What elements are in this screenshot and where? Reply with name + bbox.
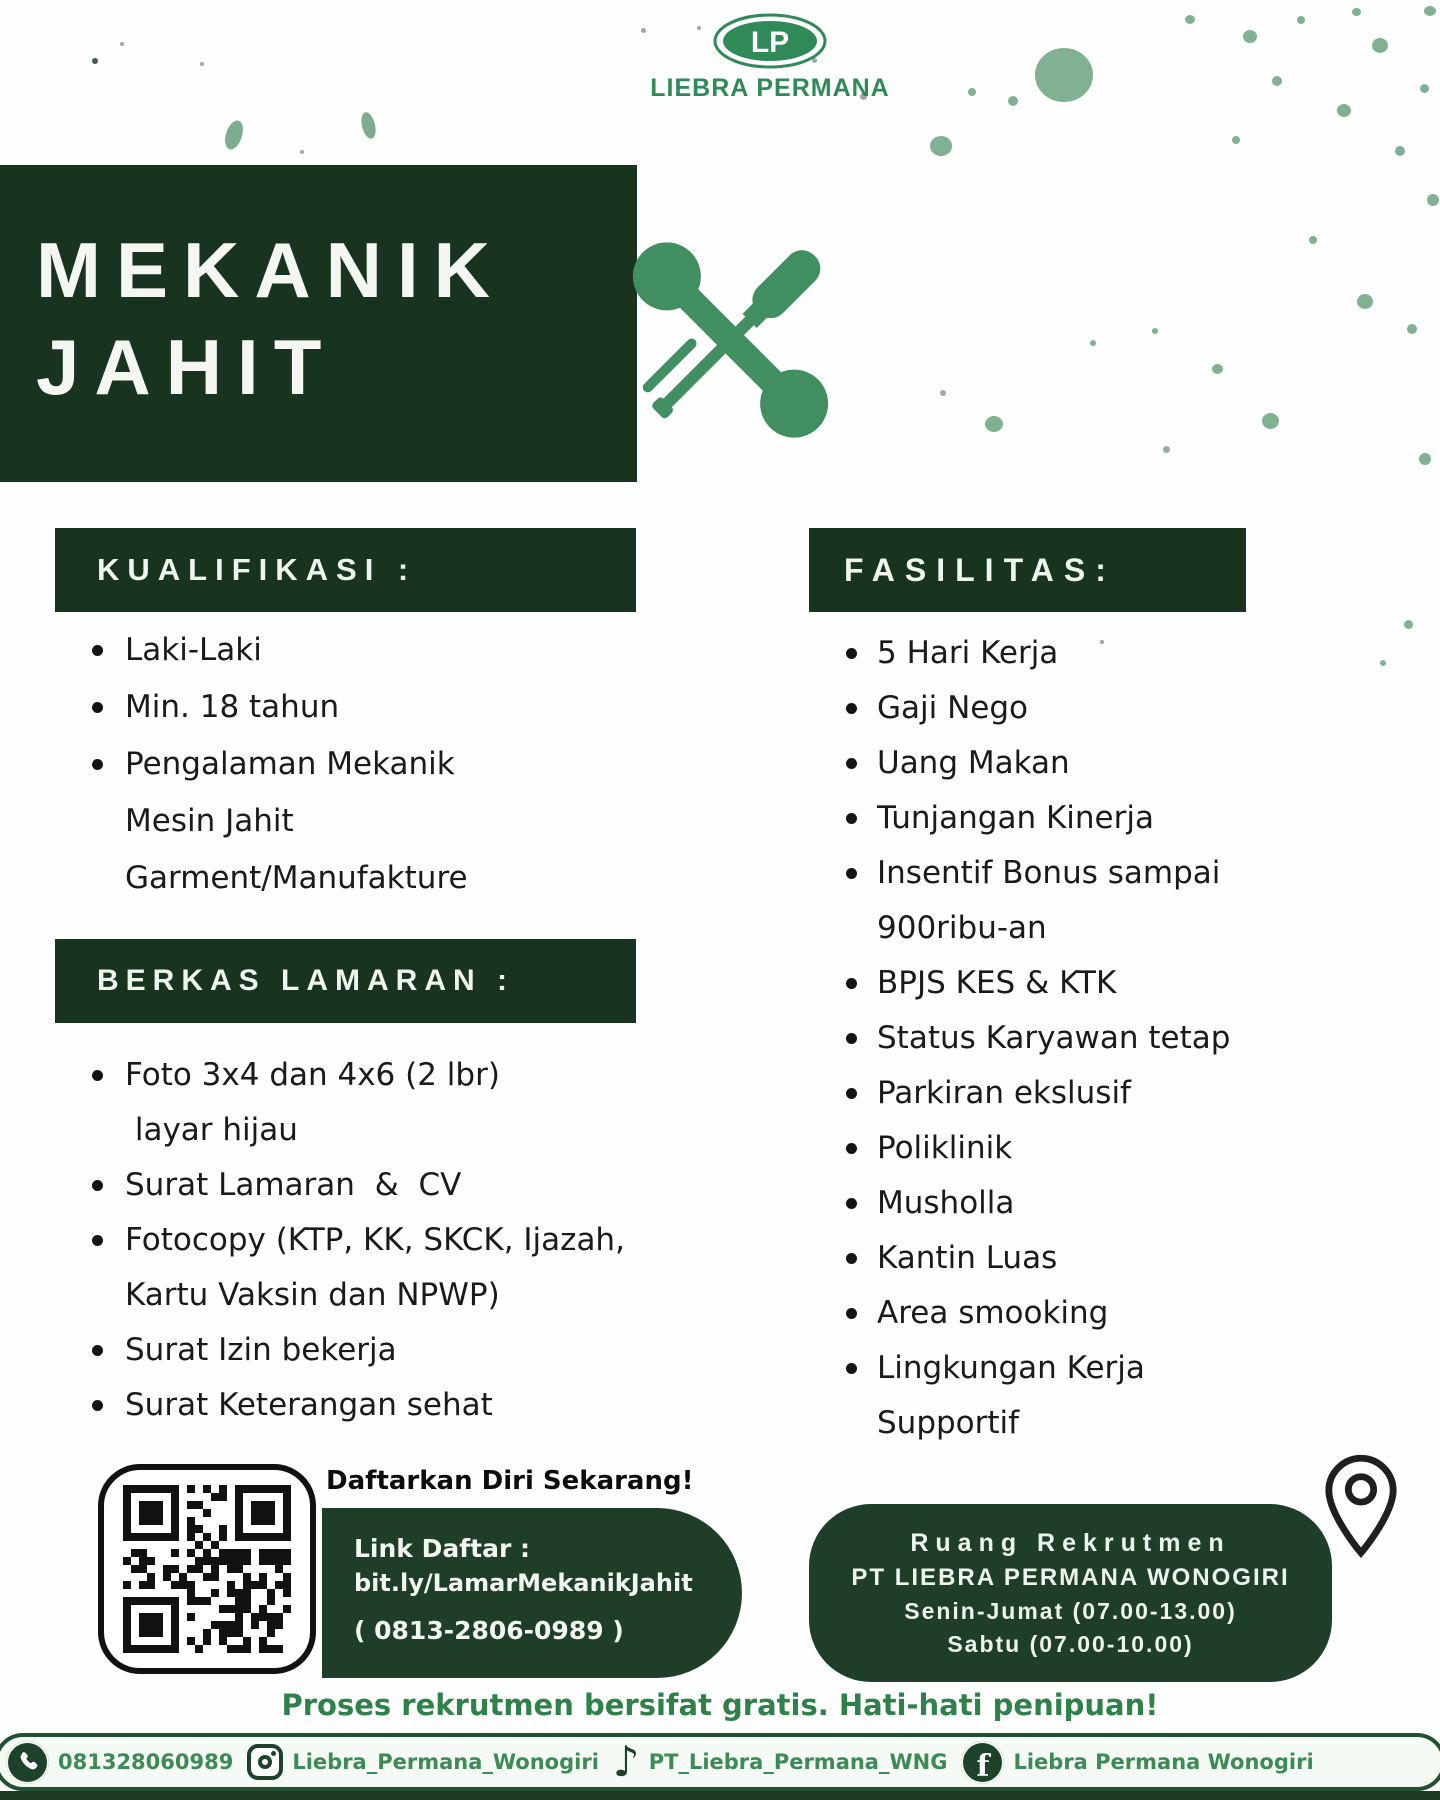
recruitment-hours-weekday: Senin-Jumat (07.00-13.00): [904, 1597, 1237, 1624]
section-heading-kualifikasi: KUALIFIKASI :: [55, 528, 636, 612]
footer-instagram-handle: Liebra_Permana_Wonogiri: [292, 1750, 599, 1774]
splatter-dot: [1262, 413, 1279, 429]
splatter-dot: [1424, 6, 1436, 16]
splatter-dot: [968, 88, 976, 96]
bullet-icon: [846, 648, 857, 659]
splatter-dot: [200, 62, 204, 66]
splatter-dot: [1407, 324, 1417, 334]
footer-phone-number: 081328060989: [58, 1750, 234, 1774]
list-item-text: Kantin Luas: [877, 1240, 1058, 1276]
splatter-dot: [1380, 660, 1386, 666]
bullet-icon: [846, 1308, 857, 1319]
bullet-icon: [846, 1253, 857, 1264]
footer-phone-group: [6, 1741, 233, 1784]
list-item-text: Insentif Bonus sampai 900ribu-an: [877, 855, 1221, 946]
bullet-icon: [92, 1235, 103, 1246]
facebook-icon: f: [961, 1741, 1004, 1784]
section-heading-fasilitas: FASILITAS:: [809, 528, 1246, 612]
bullet-icon: [92, 1345, 103, 1356]
splatter-dot: [1404, 620, 1413, 629]
splatter-dot: [1163, 446, 1170, 453]
recruitment-room-label: Ruang Rekrutmen: [910, 1528, 1231, 1557]
list-item-text: Parkiran ekslusif: [877, 1075, 1131, 1111]
splatter-dot: [92, 58, 98, 64]
list-item: [846, 626, 1230, 681]
list-item: [92, 622, 468, 679]
splatter-dot: [1372, 38, 1388, 53]
bullet-icon: [846, 703, 857, 714]
bullet-icon: [846, 758, 857, 769]
list-item: [846, 1121, 1230, 1176]
list-item-text: Musholla: [877, 1185, 1015, 1221]
splatter-dot: [1309, 236, 1317, 244]
registration-link-pill: [322, 1508, 742, 1678]
footer-facebook-group: [961, 1741, 1313, 1784]
list-item-text: Status Karyawan tetap: [877, 1020, 1231, 1056]
list-item: [92, 1378, 625, 1433]
logo-monogram: LP: [750, 26, 790, 59]
bullet-icon: [846, 813, 857, 824]
splatter-dot: [1419, 453, 1431, 465]
list-item-text: Surat Izin bekerja: [125, 1332, 397, 1368]
section-heading-berkas: BERKAS LAMARAN :: [55, 939, 636, 1023]
splatter-dot: [1297, 16, 1305, 24]
bullet-icon: [846, 1033, 857, 1044]
list-item: [92, 736, 468, 907]
footer-tiktok-handle: PT_Liebra_Permana_WNG: [648, 1750, 948, 1774]
list-item-text: Area smooking: [877, 1295, 1109, 1331]
list-item: [846, 736, 1230, 791]
bullet-icon: [846, 868, 857, 879]
footer-instagram-group: [247, 1744, 599, 1780]
splatter-dot: [940, 390, 946, 396]
berkas-lamaran-list: [92, 1048, 625, 1433]
list-item: [846, 1011, 1230, 1066]
list-item: [92, 1213, 625, 1323]
list-item: [846, 1341, 1230, 1451]
qr-code: [98, 1464, 316, 1674]
bullet-icon: [92, 645, 103, 656]
recruitment-hours-saturday: Sabtu (07.00-10.00): [947, 1630, 1194, 1657]
cta-heading: Daftarkan Diri Sekarang!: [326, 1466, 694, 1496]
splatter-dot: [930, 136, 952, 156]
footer-tiktok-group: [612, 1737, 948, 1786]
list-item: [846, 1231, 1230, 1286]
list-item-text: Pengalaman Mekanik Mesin Jahit Garment/Manufakture: [125, 746, 468, 896]
list-item: [846, 1066, 1230, 1121]
link-daftar-label: Link Daftar :: [354, 1534, 530, 1563]
recruitment-info-box: [809, 1504, 1332, 1682]
splatter-dot: [1035, 48, 1093, 102]
page-title: [36, 222, 505, 416]
splatter-dot: [1232, 136, 1240, 144]
splatter-dot: [1337, 104, 1351, 117]
list-item: [846, 1286, 1230, 1341]
list-item-text: Lingkungan Kerja Supportif: [877, 1350, 1145, 1441]
link-daftar-url: bit.ly/LamarMekanikJahit: [354, 1569, 693, 1597]
splatter-dot: [1272, 76, 1282, 86]
splatter-dot: [1212, 364, 1223, 374]
splatter-dot: [1357, 294, 1373, 309]
list-item: [92, 1048, 625, 1158]
list-item: [92, 679, 468, 736]
splatter-dot: [359, 111, 378, 140]
phone-icon: [6, 1741, 49, 1784]
list-item: [846, 1176, 1230, 1231]
bullet-icon: [92, 1070, 103, 1081]
bullet-icon: [846, 1363, 857, 1374]
list-item: [92, 1323, 625, 1378]
list-item: [846, 956, 1230, 1011]
splatter-dot: [1352, 8, 1361, 16]
logo-oval-icon: [712, 12, 828, 70]
list-item-text: 5 Hari Kerja: [877, 635, 1059, 671]
bullet-icon: [92, 1180, 103, 1191]
bullet-icon: [846, 1088, 857, 1099]
link-phone: ( 0813-2806-0989 ): [354, 1616, 624, 1645]
qr-code-image: [123, 1485, 291, 1653]
footer-contact-bar: [0, 1733, 1440, 1791]
instagram-icon: [247, 1744, 283, 1780]
list-item-text: Poliklinik: [877, 1130, 1013, 1166]
fasilitas-list: [846, 626, 1230, 1451]
bullet-icon: [92, 1400, 103, 1411]
list-item: [846, 681, 1230, 736]
bottom-accent-strip: [0, 1791, 1440, 1800]
wrench-screwdriver-icon: [598, 215, 863, 465]
list-item-text: Foto 3x4 dan 4x6 (2 lbr) layar hijau: [125, 1057, 500, 1148]
splatter-dot: [985, 416, 1003, 432]
title-line-2: JAHIT: [36, 323, 337, 411]
splatter-dot: [120, 42, 124, 46]
list-item-text: Uang Makan: [877, 745, 1070, 781]
bullet-icon: [846, 978, 857, 989]
footer-facebook-name: Liebra Permana Wonogiri: [1013, 1750, 1314, 1774]
list-item-text: Surat Keterangan sehat: [125, 1387, 493, 1423]
splatter-dot: [1243, 30, 1257, 43]
list-item-text: Gaji Nego: [877, 690, 1029, 726]
location-pin-icon: [1322, 1452, 1400, 1560]
company-logo: [640, 12, 900, 103]
splatter-dot: [1152, 328, 1158, 334]
bullet-icon: [92, 702, 103, 713]
splatter-dot: [1427, 194, 1439, 206]
splatter-dot: [1185, 15, 1195, 24]
list-item-text: Tunjangan Kinerja: [877, 800, 1154, 836]
list-item-text: Laki-Laki: [125, 632, 262, 668]
splatter-dot: [222, 118, 246, 151]
splatter-dot: [1090, 340, 1096, 346]
splatter-dot: [1008, 96, 1018, 106]
title-line-1: MEKANIK: [36, 226, 505, 314]
list-item: [846, 846, 1230, 956]
recruitment-company: PT LIEBRA PERMANA WONOGIRI: [851, 1563, 1290, 1591]
tiktok-icon: ♪: [612, 1737, 640, 1786]
bullet-icon: [846, 1198, 857, 1209]
list-item: [92, 1158, 625, 1213]
fraud-warning-text: Proses rekrutmen bersifat gratis. Hati-hati penipuan!: [281, 1688, 1159, 1722]
splatter-dot: [1395, 146, 1405, 156]
splatter-dot: [1420, 84, 1429, 93]
logo-text: LIEBRA PERMANA: [650, 74, 890, 102]
list-item-text: Surat Lamaran & CV: [125, 1167, 462, 1203]
bullet-icon: [92, 759, 103, 770]
bullet-icon: [846, 1143, 857, 1154]
kualifikasi-list: [92, 622, 468, 907]
list-item-text: Min. 18 tahun: [125, 689, 340, 725]
splatter-dot: [300, 150, 304, 154]
list-item: [846, 791, 1230, 846]
list-item-text: Fotocopy (KTP, KK, SKCK, Ijazah, Kartu Vaksin dan NPWP): [125, 1222, 625, 1313]
list-item-text: BPJS KES & KTK: [877, 965, 1117, 1001]
